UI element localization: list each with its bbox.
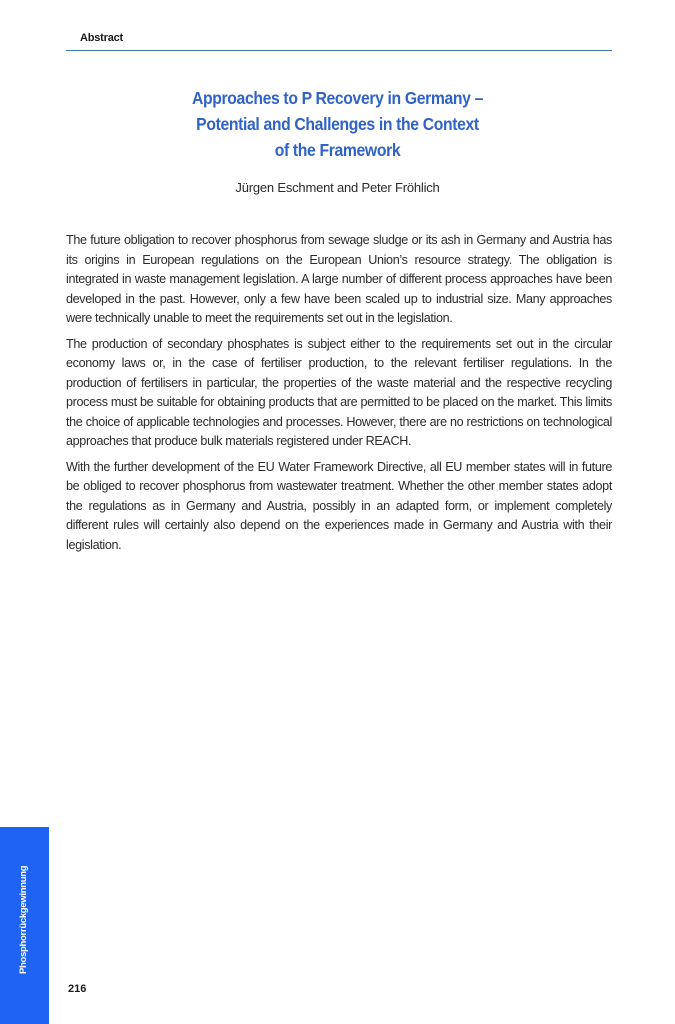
- section-label: Abstract: [80, 32, 124, 44]
- abstract-paragraph: The production of secondary phosphates is subject either to the requirements set out in the circular economy laws or, in the case of fertiliser production, to the relevant fertiliser regulations. In the production of fertilisers in particular, the properties of the waste material and the respective recycling process must be suitable for obtaining products that are permitted to be placed on the market. This limits the choice of applicable technologies and processes. However, there are no restrictions on technological approaches that produce bulk materials registered under REACH.: [66, 336, 612, 448]
- header-divider: [66, 50, 612, 51]
- article-title: [124, 85, 552, 163]
- page-number: 216: [68, 983, 87, 995]
- title-line-1: Approaches to P Recovery in Germany –: [191, 88, 484, 108]
- abstract-body: [66, 231, 612, 561]
- abstract-paragraph: With the further development of the EU Water Framework Directive, all EU member states will in future be obliged to recover phosphorus from wastewater treatment. Whether the other member states adopt the regulations as in Germany and Austria, possibly in an adapted form, or implement completely different rules will certainly also depend on the experiences made in Germany and Austria with their legislation.: [66, 459, 612, 552]
- chapter-side-tab-label: Phosphorrückgewinnung: [18, 865, 29, 974]
- abstract-paragraph: The future obligation to recover phosphorus from sewage sludge or its ash in Germany and Austria has its origins in European regulations on the European Union’s resource strategy. The obligation is integrated in waste management legislation. A large number of different process approaches have been developed in the past. However, only a few have been scaled up to industrial size. Many approaches were technically unable to meet the requirements set out in the legislation.: [66, 233, 612, 325]
- article-authors: Jürgen Eschment and Peter Fröhlich: [235, 180, 440, 195]
- title-line-3: of the Framework: [274, 140, 401, 160]
- title-line-2: Potential and Challenges in the Context: [196, 114, 479, 134]
